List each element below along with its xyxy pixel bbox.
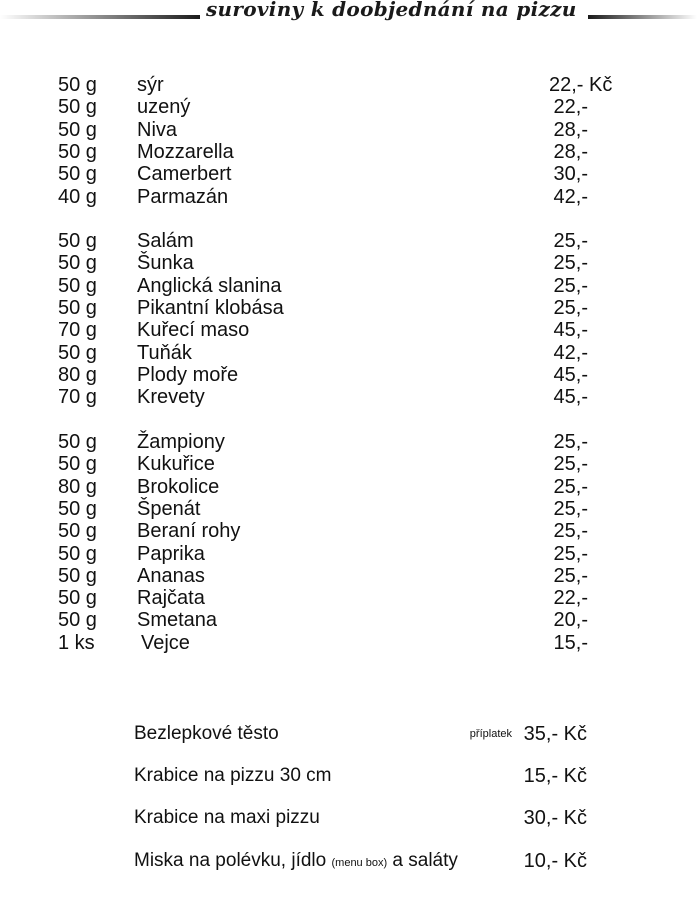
ingredient-quantity: 50 g [58, 252, 97, 274]
ingredient-quantity: 50 g [58, 565, 97, 587]
header [0, 0, 697, 26]
ingredient-name: Brokolice [137, 476, 220, 498]
ingredient-quantity: 50 g [58, 297, 97, 319]
page-title: suroviny k doobjednání na pizzu [206, 0, 577, 21]
ingredient-quantity: 50 g [58, 587, 97, 609]
ingredient-quantity: 80 g [58, 364, 97, 386]
extra-price: 15,- Kč [523, 765, 587, 787]
ingredient-row [0, 587, 697, 609]
ingredient-row [0, 163, 697, 185]
ingredient-row [0, 453, 697, 475]
ingredient-row [0, 476, 697, 498]
ingredient-quantity: 50 g [58, 230, 97, 252]
ingredient-price: 22,- Kč [549, 74, 613, 96]
extra-box-30 [0, 764, 697, 788]
ingredient-quantity: 50 g [58, 275, 97, 297]
ingredient-quantity: 50 g [58, 342, 97, 364]
ingredient-row [0, 364, 697, 386]
ingredient-quantity: 50 g [58, 498, 97, 520]
ingredient-quantity: 50 g [58, 520, 97, 542]
ingredient-row [0, 565, 697, 587]
ingredient-name: Parmazán [137, 186, 229, 208]
ingredient-price: 28,- [553, 141, 588, 163]
ingredient-price: 45,- [553, 386, 588, 408]
ingredient-price: 25,- [553, 476, 588, 498]
ingredient-quantity: 50 g [58, 141, 97, 163]
ingredient-row [0, 520, 697, 542]
ingredient-name: Vejce [141, 632, 190, 654]
ingredient-row [0, 342, 697, 364]
extra-price: 10,- Kč [523, 850, 587, 872]
ingredient-row [0, 230, 697, 252]
ingredient-price: 15,- [553, 632, 588, 654]
ingredient-price: 25,- [553, 565, 588, 587]
ingredient-quantity: 50 g [58, 163, 97, 185]
ingredient-quantity: 50 g [58, 453, 97, 475]
ingredient-quantity: 50 g [58, 96, 97, 118]
header-rule-left [0, 15, 200, 19]
ingredient-quantity: 40 g [58, 186, 97, 208]
ingredient-price: 25,- [553, 520, 588, 542]
ingredient-name: Anglická slanina [137, 275, 282, 297]
ingredient-quantity: 50 g [58, 431, 97, 453]
ingredient-name: Pikantní klobása [137, 297, 284, 319]
extra-bowl [0, 849, 697, 873]
extra-label: Krabice na maxi pizzu [134, 807, 320, 828]
ingredient-row [0, 431, 697, 453]
ingredient-price: 22,- [553, 96, 588, 118]
ingredient-quantity: 70 g [58, 319, 97, 341]
ingredient-price: 25,- [553, 453, 588, 475]
ingredient-price: 42,- [553, 186, 588, 208]
ingredient-name: Niva [137, 119, 178, 141]
ingredient-name: Tuňák [137, 342, 192, 364]
ingredient-price: 45,- [553, 364, 588, 386]
ingredient-row [0, 632, 697, 654]
ingredient-row [0, 297, 697, 319]
ingredient-price: 25,- [553, 297, 588, 319]
ingredient-row [0, 609, 697, 631]
ingredient-name: Smetana [137, 609, 218, 631]
extra-price: 35,- Kč [523, 723, 587, 745]
ingredient-quantity: 50 g [58, 74, 97, 96]
ingredient-row [0, 141, 697, 163]
extra-label [134, 849, 458, 875]
extra-label: Krabice na pizzu 30 cm [134, 765, 332, 786]
ingredient-name: Kukuřice [137, 453, 215, 475]
ingredient-quantity: 50 g [58, 609, 97, 631]
ingredient-price: 25,- [553, 431, 588, 453]
ingredient-row [0, 74, 697, 96]
ingredient-quantity: 1 ks [58, 632, 95, 654]
surcharge-note: příplatek [469, 728, 512, 740]
ingredient-price: 22,- [553, 587, 588, 609]
extra-price: 30,- Kč [523, 807, 587, 829]
ingredient-row [0, 119, 697, 141]
ingredient-name: Kuřecí maso [137, 319, 250, 341]
ingredient-row [0, 498, 697, 520]
ingredient-row [0, 186, 697, 208]
ingredient-quantity: 50 g [58, 119, 97, 141]
ingredient-name: Krevety [137, 386, 205, 408]
ingredient-name: Paprika [137, 543, 205, 565]
ingredient-quantity: 50 g [58, 543, 97, 565]
ingredient-price: 28,- [553, 119, 588, 141]
ingredient-quantity: 80 g [58, 476, 97, 498]
ingredient-quantity: 70 g [58, 386, 97, 408]
extra-label-main: Miska na polévku, jídlo [134, 850, 327, 871]
ingredient-price: 25,- [553, 275, 588, 297]
ingredient-name: Camerbert [137, 163, 232, 185]
extra-label: Bezlepkové těsto [134, 723, 279, 744]
ingredient-row [0, 96, 697, 118]
ingredient-name: Rajčata [137, 587, 205, 609]
ingredient-price: 25,- [553, 230, 588, 252]
ingredient-price: 45,- [553, 319, 588, 341]
ingredient-row [0, 319, 697, 341]
ingredient-row [0, 252, 697, 274]
ingredient-name: Plody moře [137, 364, 239, 386]
ingredient-name: Špenát [137, 498, 201, 520]
ingredient-name: Salám [137, 230, 194, 252]
extra-gluten-free [0, 722, 697, 746]
ingredient-price: 25,- [553, 498, 588, 520]
extra-label-small: (menu box) [331, 857, 388, 869]
ingredient-price: 25,- [553, 252, 588, 274]
ingredient-name: sýr [137, 74, 164, 96]
header-rule-right [588, 15, 697, 19]
ingredient-row [0, 275, 697, 297]
ingredient-row [0, 386, 697, 408]
ingredient-name: Žampiony [137, 431, 225, 453]
ingredient-name: Ananas [137, 565, 205, 587]
extra-box-maxi [0, 806, 697, 830]
ingredient-price: 25,- [553, 543, 588, 565]
ingredient-name: Mozzarella [137, 141, 234, 163]
ingredient-price: 42,- [553, 342, 588, 364]
ingredient-name: Beraní rohy [137, 520, 241, 542]
ingredient-row [0, 543, 697, 565]
ingredient-name: uzený [137, 96, 191, 118]
ingredient-price: 20,- [553, 609, 588, 631]
extra-label-tail: a saláty [392, 850, 458, 871]
ingredient-name: Šunka [137, 252, 194, 274]
ingredient-price: 30,- [553, 163, 588, 185]
